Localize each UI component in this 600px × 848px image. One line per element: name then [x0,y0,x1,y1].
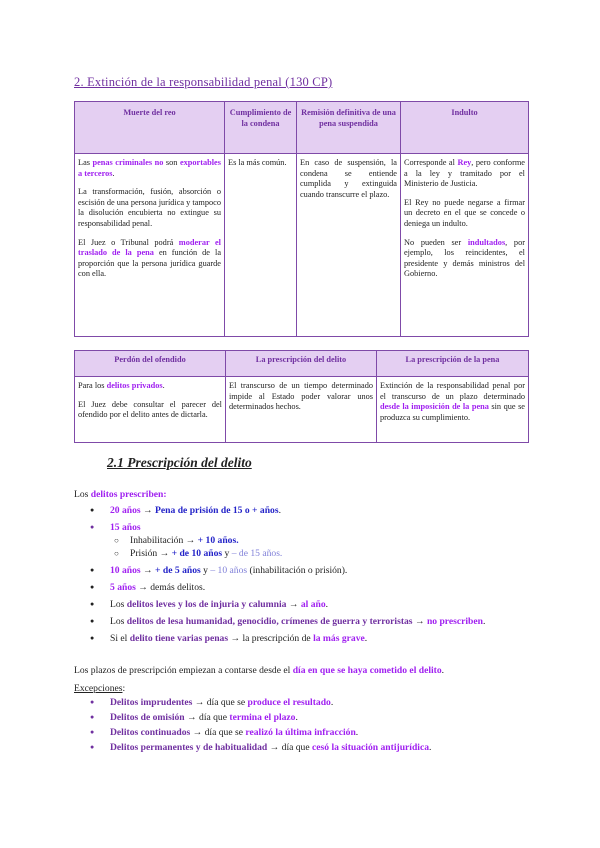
cell-remision: En caso de suspensión, la condena se entiende cumplida y extinguida cuando transcurre el plazo. [297,154,401,337]
cell-cumplimiento: Es la más común. [225,154,297,337]
list-item: ● Delitos permanentes y de habitualidad → día que cesó la situación antijurídica. [90,741,529,754]
prescription-intro: Los delitos prescriben: [74,489,167,500]
header-remision: Remisión definitiva de una pena suspendida [297,102,401,154]
list-item: ● Los delitos de lesa humanidad, genocidio, crímenes de guerra y terroristas → no prescriben. [90,615,529,628]
list-item: ● Delitos continuados → día que se realizó la última infracción. [90,726,529,739]
prescription-list [74,488,529,645]
header-perdon: Perdón del ofendido [75,351,226,377]
list-item: ● 20 años → Pena de prisión de 15 o + años. [90,504,529,517]
list-item: ● Los delitos leves y los de injuria y calumnia → al año. [90,598,529,611]
plazos-paragraph: Los plazos de prescripción empiezan a contarse desde el día en que se haya cometido el delito. [74,665,445,676]
header-prescripcion-pena: La prescripción de la pena [377,351,529,377]
cell-prescripcion-pena: Extinción de la responsabilidad penal por el transcurso de un plazo determinado desde la imposición de la pena sin que se produzca su cumplimiento. [377,377,529,443]
list-item: ○ Inhabilitación → + 10 años. [74,534,529,547]
extinction-table-1 [74,101,529,337]
cell-perdon: Para los delitos privados. El Juez debe consultar el parecer del ofendido por el delito antes de dictarla. [75,377,226,443]
excepciones-label: Excepciones: [74,683,126,694]
list-item: ● 10 años → + de 5 años y – 10 años (inhabilitación o prisión). [90,564,529,577]
subsection-title: 2.1 Prescripción del delito [107,455,252,470]
extinction-table-2 [74,350,529,443]
list-item: ● 15 años [90,521,529,534]
cell-prescripcion-delito: El transcurso de un tiempo determinado impide al Estado poder valorar unos determinados hechos. [226,377,377,443]
header-muerte: Muerte del reo [75,102,225,154]
list-item: ● Delitos de omisión → día que termina el plazo. [90,711,529,724]
cell-indulto: Corresponde al Rey, pero conforme a la ley y tramitado por el Ministerio de Justicia. El Rey no puede negarse a firmar un decreto en el que se concede o deniega un indulto. No pueden ser indultados, por ejemplo, los reincidentes, el presidente y demás ministros del Gobierno. [401,154,529,337]
list-item: ● Si el delito tiene varias penas → la prescripción de la más grave. [90,632,529,645]
header-prescripcion-delito: La prescripción del delito [226,351,377,377]
section-title: 2. Extinción de la responsabilidad penal (130 CP) [74,75,333,89]
cell-muerte: Las penas criminales no son exportables a terceros. La transformación, fusión, absorción o escisión de una persona jurídica y tampoco la disolución encubierta no extingue su responsabilidad penal. El Juez o Tribunal podrá moderar el traslado de la pena en función de la proporción que la persona jurídica guarde con ella. [75,154,225,337]
list-item: ● Delitos imprudentes → día que se produce el resultado. [90,696,529,709]
header-cumplimiento: Cumplimiento de la condena [225,102,297,154]
excepciones-list [74,696,529,754]
list-item: ● 5 años → demás delitos. [90,581,529,594]
list-item: ○ Prisión → + de 10 años y – de 15 años. [74,547,529,560]
header-indulto: Indulto [401,102,529,154]
